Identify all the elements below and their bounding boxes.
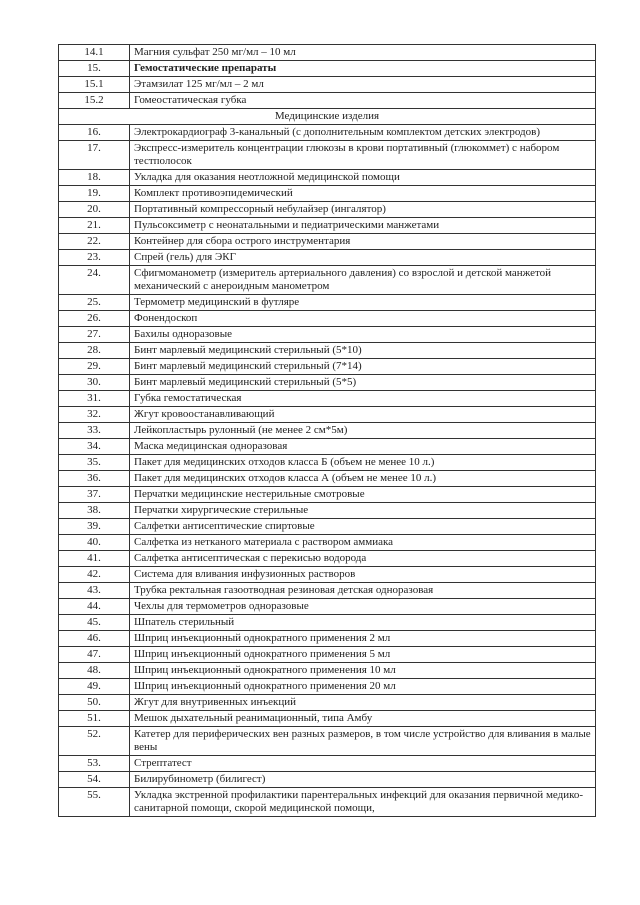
table-row xyxy=(59,359,596,375)
table-row xyxy=(59,631,596,647)
row-number: 47. xyxy=(59,647,130,663)
row-description: Пакет для медицинских отходов класса Б (объем не менее 10 л.) xyxy=(130,455,596,471)
row-description: Шприц инъекционный однократного применения 10 мл xyxy=(130,663,596,679)
row-description: Шприц инъекционный однократного применения 20 мл xyxy=(130,679,596,695)
row-description: Перчатки хирургические стерильные xyxy=(130,503,596,519)
row-number: 17. xyxy=(59,141,130,170)
table-row xyxy=(59,519,596,535)
table-row xyxy=(59,311,596,327)
row-description: Салфетка антисептическая с перекисью водорода xyxy=(130,551,596,567)
row-description: Салфетки антисептические спиртовые xyxy=(130,519,596,535)
table-row xyxy=(59,375,596,391)
row-description: Система для вливания инфузионных растворов xyxy=(130,567,596,583)
table-row xyxy=(59,615,596,631)
table-row xyxy=(59,663,596,679)
row-description: Магния сульфат 250 мг/мл – 10 мл xyxy=(130,45,596,61)
row-description: Портативный компрессорный небулайзер (ингалятор) xyxy=(130,202,596,218)
row-number: 52. xyxy=(59,727,130,756)
row-description: Трубка ректальная газоотводная резиновая детская одноразовая xyxy=(130,583,596,599)
row-description: Комплект противоэпидемический xyxy=(130,186,596,202)
table-row xyxy=(59,551,596,567)
table-row xyxy=(59,535,596,551)
row-description: Сфигмоманометр (измеритель артериального давления) со взрослой и детской манжетой механический с анероидным манометром xyxy=(130,266,596,295)
table-row xyxy=(59,266,596,295)
table-row xyxy=(59,423,596,439)
table-row xyxy=(59,487,596,503)
row-number: 27. xyxy=(59,327,130,343)
row-number: 46. xyxy=(59,631,130,647)
table-row xyxy=(59,455,596,471)
table-row xyxy=(59,218,596,234)
row-number: 43. xyxy=(59,583,130,599)
row-number: 29. xyxy=(59,359,130,375)
row-number: 18. xyxy=(59,170,130,186)
table-row xyxy=(59,77,596,93)
row-description: Бинт марлевый медицинский стерильный (7*14) xyxy=(130,359,596,375)
row-description: Гомеостатическая губка xyxy=(130,93,596,109)
row-number: 23. xyxy=(59,250,130,266)
row-description: Пульсоксиметр с неонатальными и педиатрическими манжетами xyxy=(130,218,596,234)
row-number: 50. xyxy=(59,695,130,711)
row-number: 51. xyxy=(59,711,130,727)
table-row xyxy=(59,186,596,202)
row-number: 33. xyxy=(59,423,130,439)
row-number: 31. xyxy=(59,391,130,407)
table-row xyxy=(59,250,596,266)
row-description: Укладка для оказания неотложной медицинской помощи xyxy=(130,170,596,186)
row-number: 14.1 xyxy=(59,45,130,61)
table-row xyxy=(59,711,596,727)
table-row xyxy=(59,234,596,250)
row-description: Укладка экстренной профилактики парентеральных инфекций для оказания первичной медико-санитарной помощи, скорой медицинской помощи, xyxy=(130,788,596,817)
row-description: Лейкопластырь рулонный (не менее 2 см*5м) xyxy=(130,423,596,439)
row-description: Термометр медицинский в футляре xyxy=(130,295,596,311)
row-number: 44. xyxy=(59,599,130,615)
table-row xyxy=(59,170,596,186)
row-number: 36. xyxy=(59,471,130,487)
table-row xyxy=(59,583,596,599)
row-description: Губка гемостатическая xyxy=(130,391,596,407)
row-number: 55. xyxy=(59,788,130,817)
row-number: 24. xyxy=(59,266,130,295)
row-description: Салфетка из нетканого материала с раствором аммиака xyxy=(130,535,596,551)
row-number: 49. xyxy=(59,679,130,695)
row-number: 21. xyxy=(59,218,130,234)
table-row xyxy=(59,343,596,359)
row-number: 34. xyxy=(59,439,130,455)
table-row xyxy=(59,788,596,817)
table-row xyxy=(59,295,596,311)
table-row xyxy=(59,679,596,695)
table-row xyxy=(59,391,596,407)
row-number: 45. xyxy=(59,615,130,631)
row-number: 30. xyxy=(59,375,130,391)
table-row xyxy=(59,599,596,615)
row-number: 20. xyxy=(59,202,130,218)
row-number: 42. xyxy=(59,567,130,583)
row-description: Билирубинометр (билигест) xyxy=(130,772,596,788)
row-description: Спрей (гель) для ЭКГ xyxy=(130,250,596,266)
table-row xyxy=(59,727,596,756)
row-description: Катетер для периферических вен разных размеров, в том числе устройство для вливания в малые вены xyxy=(130,727,596,756)
row-number: 15.1 xyxy=(59,77,130,93)
row-description: Бинт марлевый медицинский стерильный (5*10) xyxy=(130,343,596,359)
table-row xyxy=(59,567,596,583)
table-row xyxy=(59,327,596,343)
row-number: 28. xyxy=(59,343,130,359)
row-description: Контейнер для сбора острого инструментария xyxy=(130,234,596,250)
row-number: 54. xyxy=(59,772,130,788)
row-description: Пакет для медицинских отходов класса А (объем не менее 10 л.) xyxy=(130,471,596,487)
table-row xyxy=(59,647,596,663)
row-number: 53. xyxy=(59,756,130,772)
row-number: 35. xyxy=(59,455,130,471)
row-description: Чехлы для термометров одноразовые xyxy=(130,599,596,615)
row-description: Мешок дыхательный реанимационный, типа Амбу xyxy=(130,711,596,727)
table-row xyxy=(59,772,596,788)
row-description: Электрокардиограф 3-канальный (с дополнительным комплектом детских электродов) xyxy=(130,125,596,141)
section-row xyxy=(59,109,596,125)
row-description: Шприц инъекционный однократного применения 2 мл xyxy=(130,631,596,647)
table-row xyxy=(59,93,596,109)
table-row xyxy=(59,471,596,487)
row-number: 25. xyxy=(59,295,130,311)
table-row xyxy=(59,202,596,218)
table-row xyxy=(59,61,596,77)
row-number: 41. xyxy=(59,551,130,567)
table-row xyxy=(59,45,596,61)
table-row xyxy=(59,141,596,170)
row-description: Шпатель стерильный xyxy=(130,615,596,631)
row-number: 39. xyxy=(59,519,130,535)
equipment-table xyxy=(58,44,596,817)
section-heading: Медицинские изделия xyxy=(59,109,596,125)
row-description: Жгут кровоостанавливающий xyxy=(130,407,596,423)
row-number: 48. xyxy=(59,663,130,679)
row-description: Маска медицинская одноразовая xyxy=(130,439,596,455)
row-description: Фонендоскоп xyxy=(130,311,596,327)
row-description: Бахилы одноразовые xyxy=(130,327,596,343)
row-number: 19. xyxy=(59,186,130,202)
row-number: 16. xyxy=(59,125,130,141)
table-row xyxy=(59,695,596,711)
row-description: Экспресс-измеритель концентрации глюкозы в крови портативный (глюкоммет) с набором тестполосок xyxy=(130,141,596,170)
row-number: 37. xyxy=(59,487,130,503)
row-number: 38. xyxy=(59,503,130,519)
table-row xyxy=(59,503,596,519)
table-row xyxy=(59,125,596,141)
row-number: 40. xyxy=(59,535,130,551)
table-row xyxy=(59,407,596,423)
table-body xyxy=(59,45,596,817)
row-number: 15.2 xyxy=(59,93,130,109)
row-number: 22. xyxy=(59,234,130,250)
row-number: 26. xyxy=(59,311,130,327)
row-description: Стрептатест xyxy=(130,756,596,772)
table-row xyxy=(59,439,596,455)
table-row xyxy=(59,756,596,772)
row-description: Шприц инъекционный однократного применения 5 мл xyxy=(130,647,596,663)
row-description: Бинт марлевый медицинский стерильный (5*5) xyxy=(130,375,596,391)
row-number: 15. xyxy=(59,61,130,77)
row-description: Перчатки медицинские нестерильные смотровые xyxy=(130,487,596,503)
row-description: Этамзилат 125 мг/мл – 2 мл xyxy=(130,77,596,93)
row-description: Гемостатические препараты xyxy=(130,61,596,77)
row-description: Жгут для внутривенных инъекций xyxy=(130,695,596,711)
row-number: 32. xyxy=(59,407,130,423)
